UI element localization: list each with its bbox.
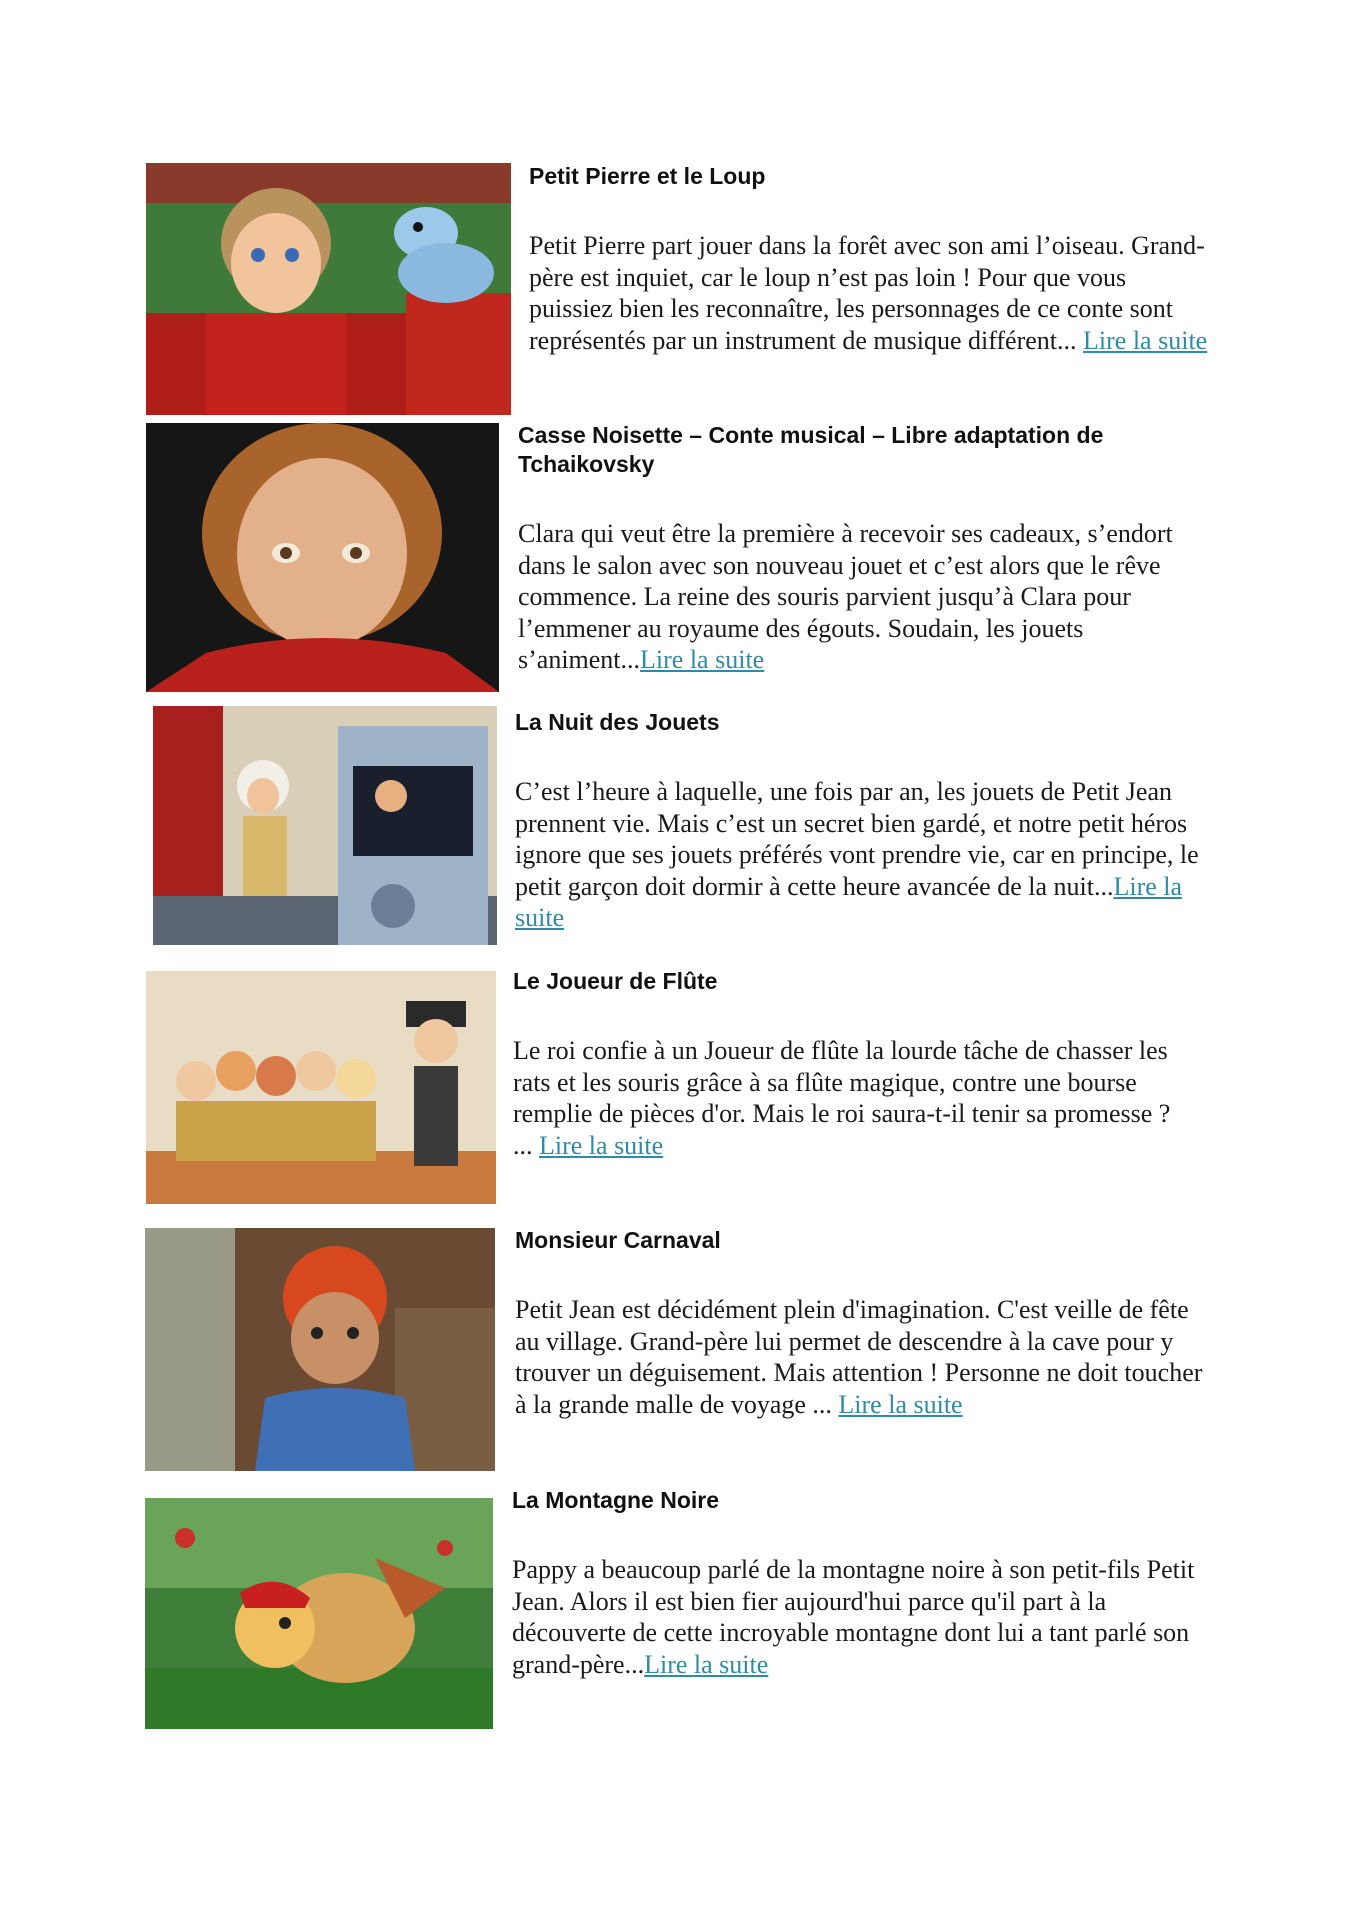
story-title: Le Joueur de Flûte: [513, 968, 718, 994]
story-thumbnail: [145, 1498, 493, 1729]
story-description: Clara qui veut être la première à recevoir ses cadeaux, s’endort dans le salon avec son nouveau jouet et c’est alors que le rêve commence. La reine des souris parvient jusqu’à Clara pour l’emmener au royaume des égouts. Soudain, les jouets s’animent...Lire la suite: [518, 519, 1173, 674]
story-thumbnail: [153, 706, 497, 945]
story-description: Pappy a beaucoup parlé de la montagne noire à son petit-fils Petit Jean. Alors il est bien fier aujourd'hui parce qu'il part à la découverte de cette incroyable montagne dont lui a tant parlé son grand-père...Lire la suite: [512, 1555, 1195, 1679]
read-more-link[interactable]: Lire la suite: [1083, 325, 1208, 355]
story-title: Monsieur Carnaval: [515, 1227, 721, 1253]
story-thumbnail: [145, 1228, 495, 1471]
read-more-link[interactable]: Lire la suite: [838, 1389, 963, 1419]
story-description: Petit Jean est décidément plein d'imagination. C'est veille de fête au village. Grand-père lui permet de descendre à la cave pour y trouver un déguisement. Mais attention ! Personne ne doit toucher à la grande malle de voyage ... Lire la suite: [515, 1295, 1203, 1419]
story-text-block: [515, 1226, 1205, 1420]
story-thumbnail: [146, 423, 499, 692]
read-more-link[interactable]: Lire la suite: [539, 1130, 664, 1160]
story-text-block: [515, 708, 1215, 934]
read-more-link[interactable]: Lire la suite: [515, 871, 1183, 932]
read-more-link[interactable]: Lire la suite: [644, 1649, 769, 1679]
read-more-link[interactable]: Lire la suite: [640, 645, 765, 674]
story-title: La Nuit des Jouets: [515, 709, 720, 735]
story-title: Casse Noisette – Conte musical – Libre adaptation de Tchaikovsky: [518, 422, 1104, 477]
story-thumbnail: [146, 163, 511, 415]
story-text-block: [518, 421, 1208, 676]
story-description: Petit Pierre part jouer dans la forêt avec son ami l’oiseau. Grand-père est inquiet, car le loup n’est pas loin ! Pour que vous puissiez bien les reconnaître, les personnages de ce conte sont représentés par un instrument de musique différent... Lire la suite: [529, 231, 1208, 355]
story-title: La Montagne Noire: [512, 1487, 720, 1513]
story-description: Le roi confie à un Joueur de flûte la lourde tâche de chasser les rats et les souris grâce à sa flûte magique, contre une bourse remplie de pièces d'or. Mais le roi saura-t-il tenir sa promesse ? ... Lire la suite: [513, 1036, 1171, 1160]
story-text-block: [512, 1486, 1212, 1680]
story-thumbnail: [146, 971, 496, 1204]
story-description: C’est l’heure à laquelle, une fois par an, les jouets de Petit Jean prennent vie. Mais c’est un secret bien gardé, et notre petit héros ignore que ses jouets préférés vont prendre vie, car en principe, le petit garçon doit dormir à cette heure avancée de la nuit...Lire la suite: [515, 777, 1199, 932]
story-title: Petit Pierre et le Loup: [529, 163, 766, 189]
story-text-block: [529, 162, 1209, 356]
story-text-block: [513, 967, 1193, 1161]
